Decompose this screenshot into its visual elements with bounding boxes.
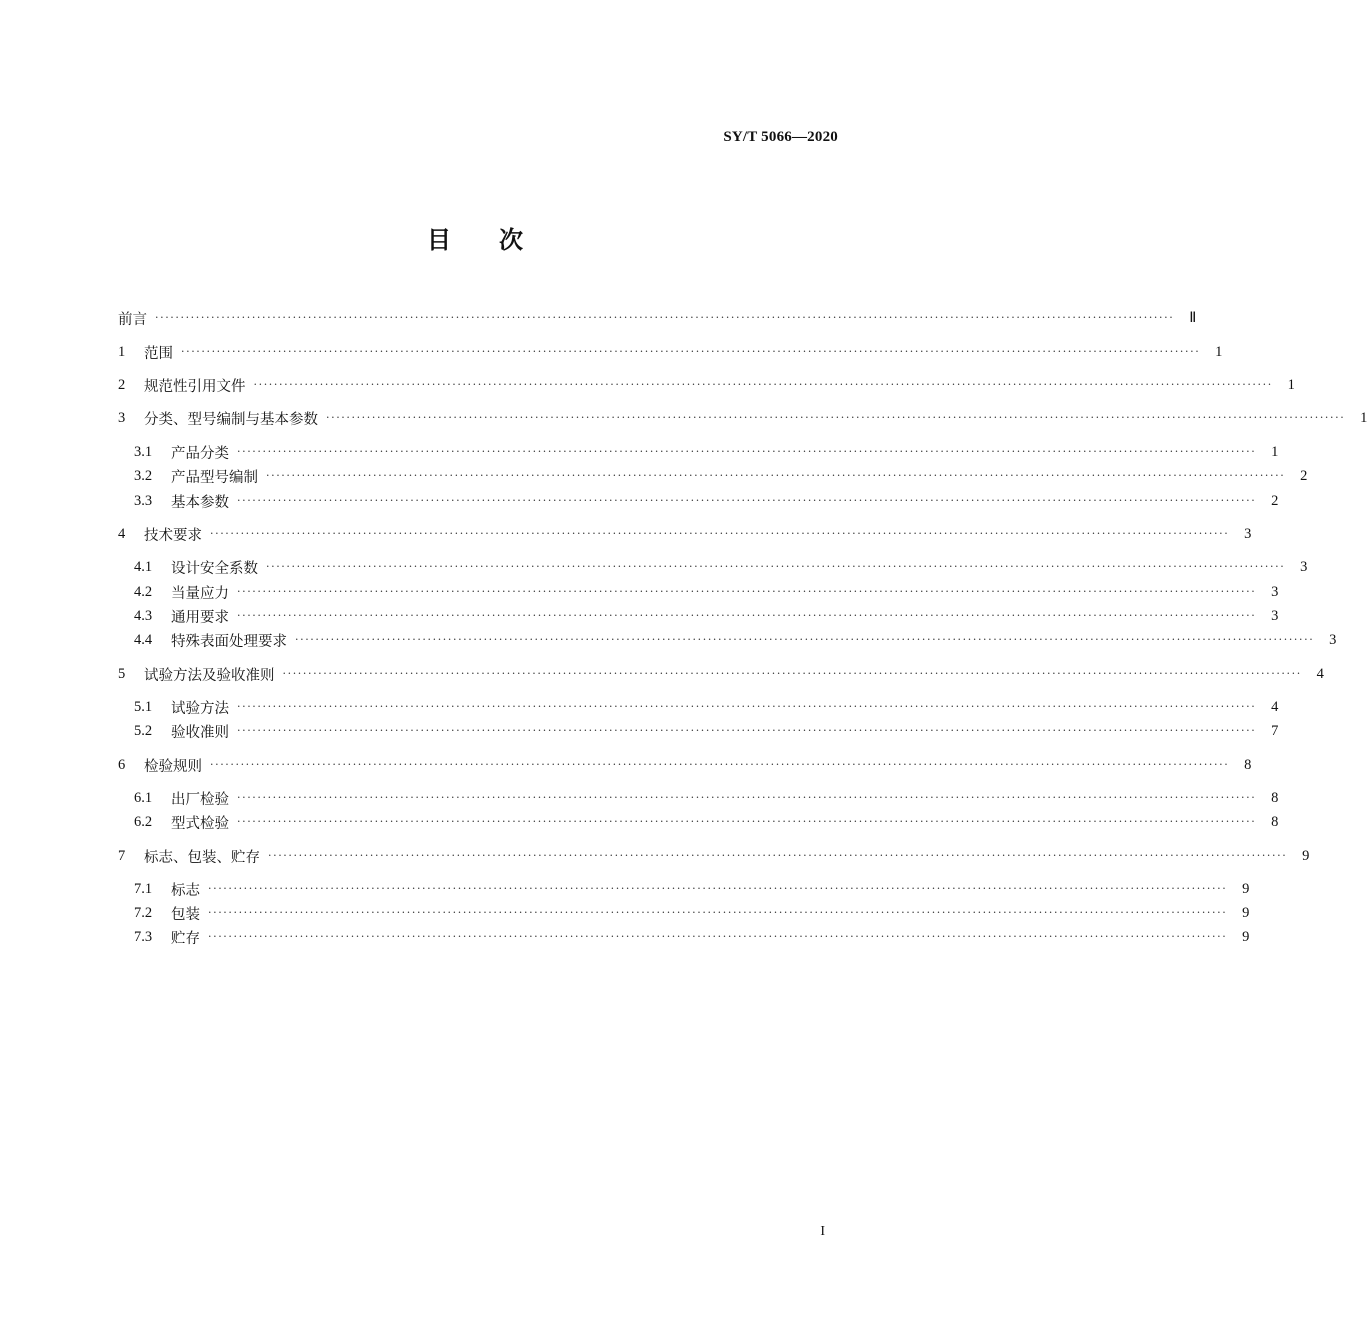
toc-entry-label: 通用要求 (171, 609, 229, 626)
toc-entry[interactable] (118, 786, 1279, 810)
toc-entry-page: 9 (1242, 880, 1250, 897)
toc-entry-page: 8 (1244, 756, 1252, 773)
toc-entry-page: 3 (1271, 583, 1279, 600)
toc-entry[interactable] (118, 489, 1279, 513)
toc-entry-label: 基本参数 (171, 494, 229, 511)
toc-leader-dots: ········································································································································································································ (266, 560, 1286, 573)
toc-entry-page: 8 (1271, 789, 1279, 806)
toc-entry[interactable] (118, 877, 1250, 901)
toc-entry-label: 规范性引用文件 (144, 378, 246, 395)
standard-code: SY/T 5066—2020 (723, 129, 838, 145)
toc-entry-label: 试验方法 (171, 700, 229, 717)
toc-leader-dots: ········································································································································································································ (266, 469, 1286, 482)
toc-leader-dots: ········································································································································································································ (237, 791, 1257, 804)
toc-entry-number: 7.2 (134, 904, 153, 921)
toc-entry[interactable] (118, 753, 1252, 777)
toc-leader-dots: ········································································································································································································ (237, 494, 1257, 507)
toc-entry-number: 3.2 (134, 467, 153, 484)
toc-entry[interactable] (118, 662, 1324, 686)
toc-entry-number: 3 (118, 409, 126, 426)
toc-leader-dots: ········································································································································································································ (237, 724, 1257, 737)
toc-entry-number: 4.4 (134, 631, 153, 648)
toc-entry-page: 2 (1271, 492, 1279, 509)
toc-entry-number: 7.3 (134, 928, 153, 945)
toc-entry[interactable] (118, 901, 1250, 925)
toc-entry-page: Ⅱ (1189, 309, 1197, 326)
toc-entry-page: 8 (1271, 813, 1279, 830)
toc-entry[interactable] (118, 440, 1279, 464)
toc-entry-number: 4.1 (134, 558, 153, 575)
toc-entry-page: 4 (1271, 698, 1279, 715)
toc-entry-number: 6 (118, 756, 126, 773)
toc-leader-dots: ········································································································································································································ (326, 411, 1346, 424)
toc-entry[interactable] (118, 522, 1252, 546)
toc-leader-dots: ········································································································································································································ (210, 527, 1230, 540)
toc-entry[interactable] (118, 580, 1279, 604)
toc-entry-number: 2 (118, 376, 126, 393)
toc-entry-label: 出厂检验 (171, 791, 229, 808)
toc-entry-number: 7 (118, 847, 126, 864)
toc-leader-dots: ········································································································································································································ (208, 930, 1228, 943)
toc-entry[interactable] (118, 306, 1197, 330)
toc-entry-page: 4 (1316, 665, 1324, 682)
toc-entry-page: 9 (1242, 928, 1250, 945)
toc-leader-dots: ········································································································································································································ (253, 378, 1273, 391)
toc-entry-number: 5.2 (134, 722, 153, 739)
toc-leader-dots: ········································································································································································································ (208, 882, 1228, 895)
toc-leader-dots: ········································································································································································································ (237, 445, 1257, 458)
toc-leader-dots: ········································································································································································································ (282, 667, 1302, 680)
toc-leader-dots: ········································································································································································································ (237, 700, 1257, 713)
toc-entry[interactable] (118, 925, 1250, 949)
page-number: I (820, 1224, 825, 1239)
page-title: 目次 (427, 226, 571, 254)
toc-leader-dots: ········································································································································································································ (295, 633, 1315, 646)
toc-entry-page: 9 (1302, 847, 1310, 864)
toc-entry-label: 技术要求 (144, 527, 202, 544)
toc-entry-label: 分类、型号编制与基本参数 (144, 411, 318, 428)
toc-entry-number: 3.3 (134, 492, 153, 509)
toc-leader-dots: ········································································································································································································ (210, 758, 1230, 771)
toc-entry-label: 范围 (144, 345, 173, 362)
toc-entry[interactable] (118, 373, 1295, 397)
toc-entry-number: 5.1 (134, 698, 153, 715)
toc-entry-page: 3 (1244, 525, 1252, 542)
toc-entry-label: 当量应力 (171, 585, 229, 602)
toc-entry-number: 4 (118, 525, 126, 542)
toc-entry-page: 3 (1329, 631, 1337, 648)
toc-entry-label: 试验方法及验收准则 (144, 667, 275, 684)
toc-entry-page: 2 (1300, 467, 1308, 484)
toc-entry[interactable] (118, 604, 1279, 628)
toc-leader-dots: ········································································································································································································ (155, 311, 1175, 324)
toc-entry-page: 3 (1300, 558, 1308, 575)
toc-entry-label: 型式检验 (171, 815, 229, 832)
toc-leader-dots: ········································································································································································································ (268, 849, 1288, 862)
toc-entry[interactable] (118, 810, 1279, 834)
toc-leader-dots: ········································································································································································································ (181, 345, 1201, 358)
toc-entry-number: 6.2 (134, 813, 153, 830)
toc-entry-number: 5 (118, 665, 126, 682)
toc-entry[interactable] (118, 555, 1308, 579)
toc-leader-dots: ········································································································································································································ (208, 906, 1228, 919)
toc-entry-number: 4.2 (134, 583, 153, 600)
toc-entry-number: 4.3 (134, 607, 153, 624)
toc-entry-number: 1 (118, 343, 126, 360)
toc-entry-page: 1 (1215, 343, 1223, 360)
toc-entry-number: 3.1 (134, 443, 153, 460)
toc-leader-dots: ········································································································································································································ (237, 609, 1257, 622)
toc-leader-dots: ········································································································································································································ (237, 585, 1257, 598)
toc-entry-page: 9 (1242, 904, 1250, 921)
toc-entry-number: 7.1 (134, 880, 153, 897)
toc-entry-label: 验收准则 (171, 724, 229, 741)
toc-entry[interactable] (118, 628, 1337, 652)
toc-entry[interactable] (118, 719, 1279, 743)
toc-entry-page: 1 (1271, 443, 1279, 460)
toc-entry-page: 1 (1287, 376, 1295, 393)
toc-entry[interactable] (118, 406, 1367, 430)
toc-entry-label: 产品型号编制 (171, 469, 258, 486)
toc-entry-label: 标志、包装、贮存 (144, 849, 260, 866)
toc-entry-page: 1 (1360, 409, 1367, 426)
toc-entry-label: 包装 (171, 906, 200, 923)
toc-entry[interactable] (118, 340, 1223, 364)
toc-entry-label: 检验规则 (144, 758, 202, 775)
toc-entry-label: 产品分类 (171, 445, 229, 462)
toc-entry[interactable] (118, 844, 1310, 868)
toc-entry[interactable] (118, 464, 1308, 488)
toc-entry-page: 7 (1271, 722, 1279, 739)
toc-entry-label: 贮存 (171, 930, 200, 947)
toc-leader-dots: ········································································································································································································ (237, 815, 1257, 828)
toc-entry-label: 标志 (171, 882, 200, 899)
toc-entry-page: 3 (1271, 607, 1279, 624)
toc-entry-label: 前言 (118, 311, 147, 328)
toc-entry-label: 特殊表面处理要求 (171, 633, 287, 650)
toc-entry-label: 设计安全系数 (171, 560, 258, 577)
toc-entry-number: 6.1 (134, 789, 153, 806)
toc-entry[interactable] (118, 695, 1279, 719)
